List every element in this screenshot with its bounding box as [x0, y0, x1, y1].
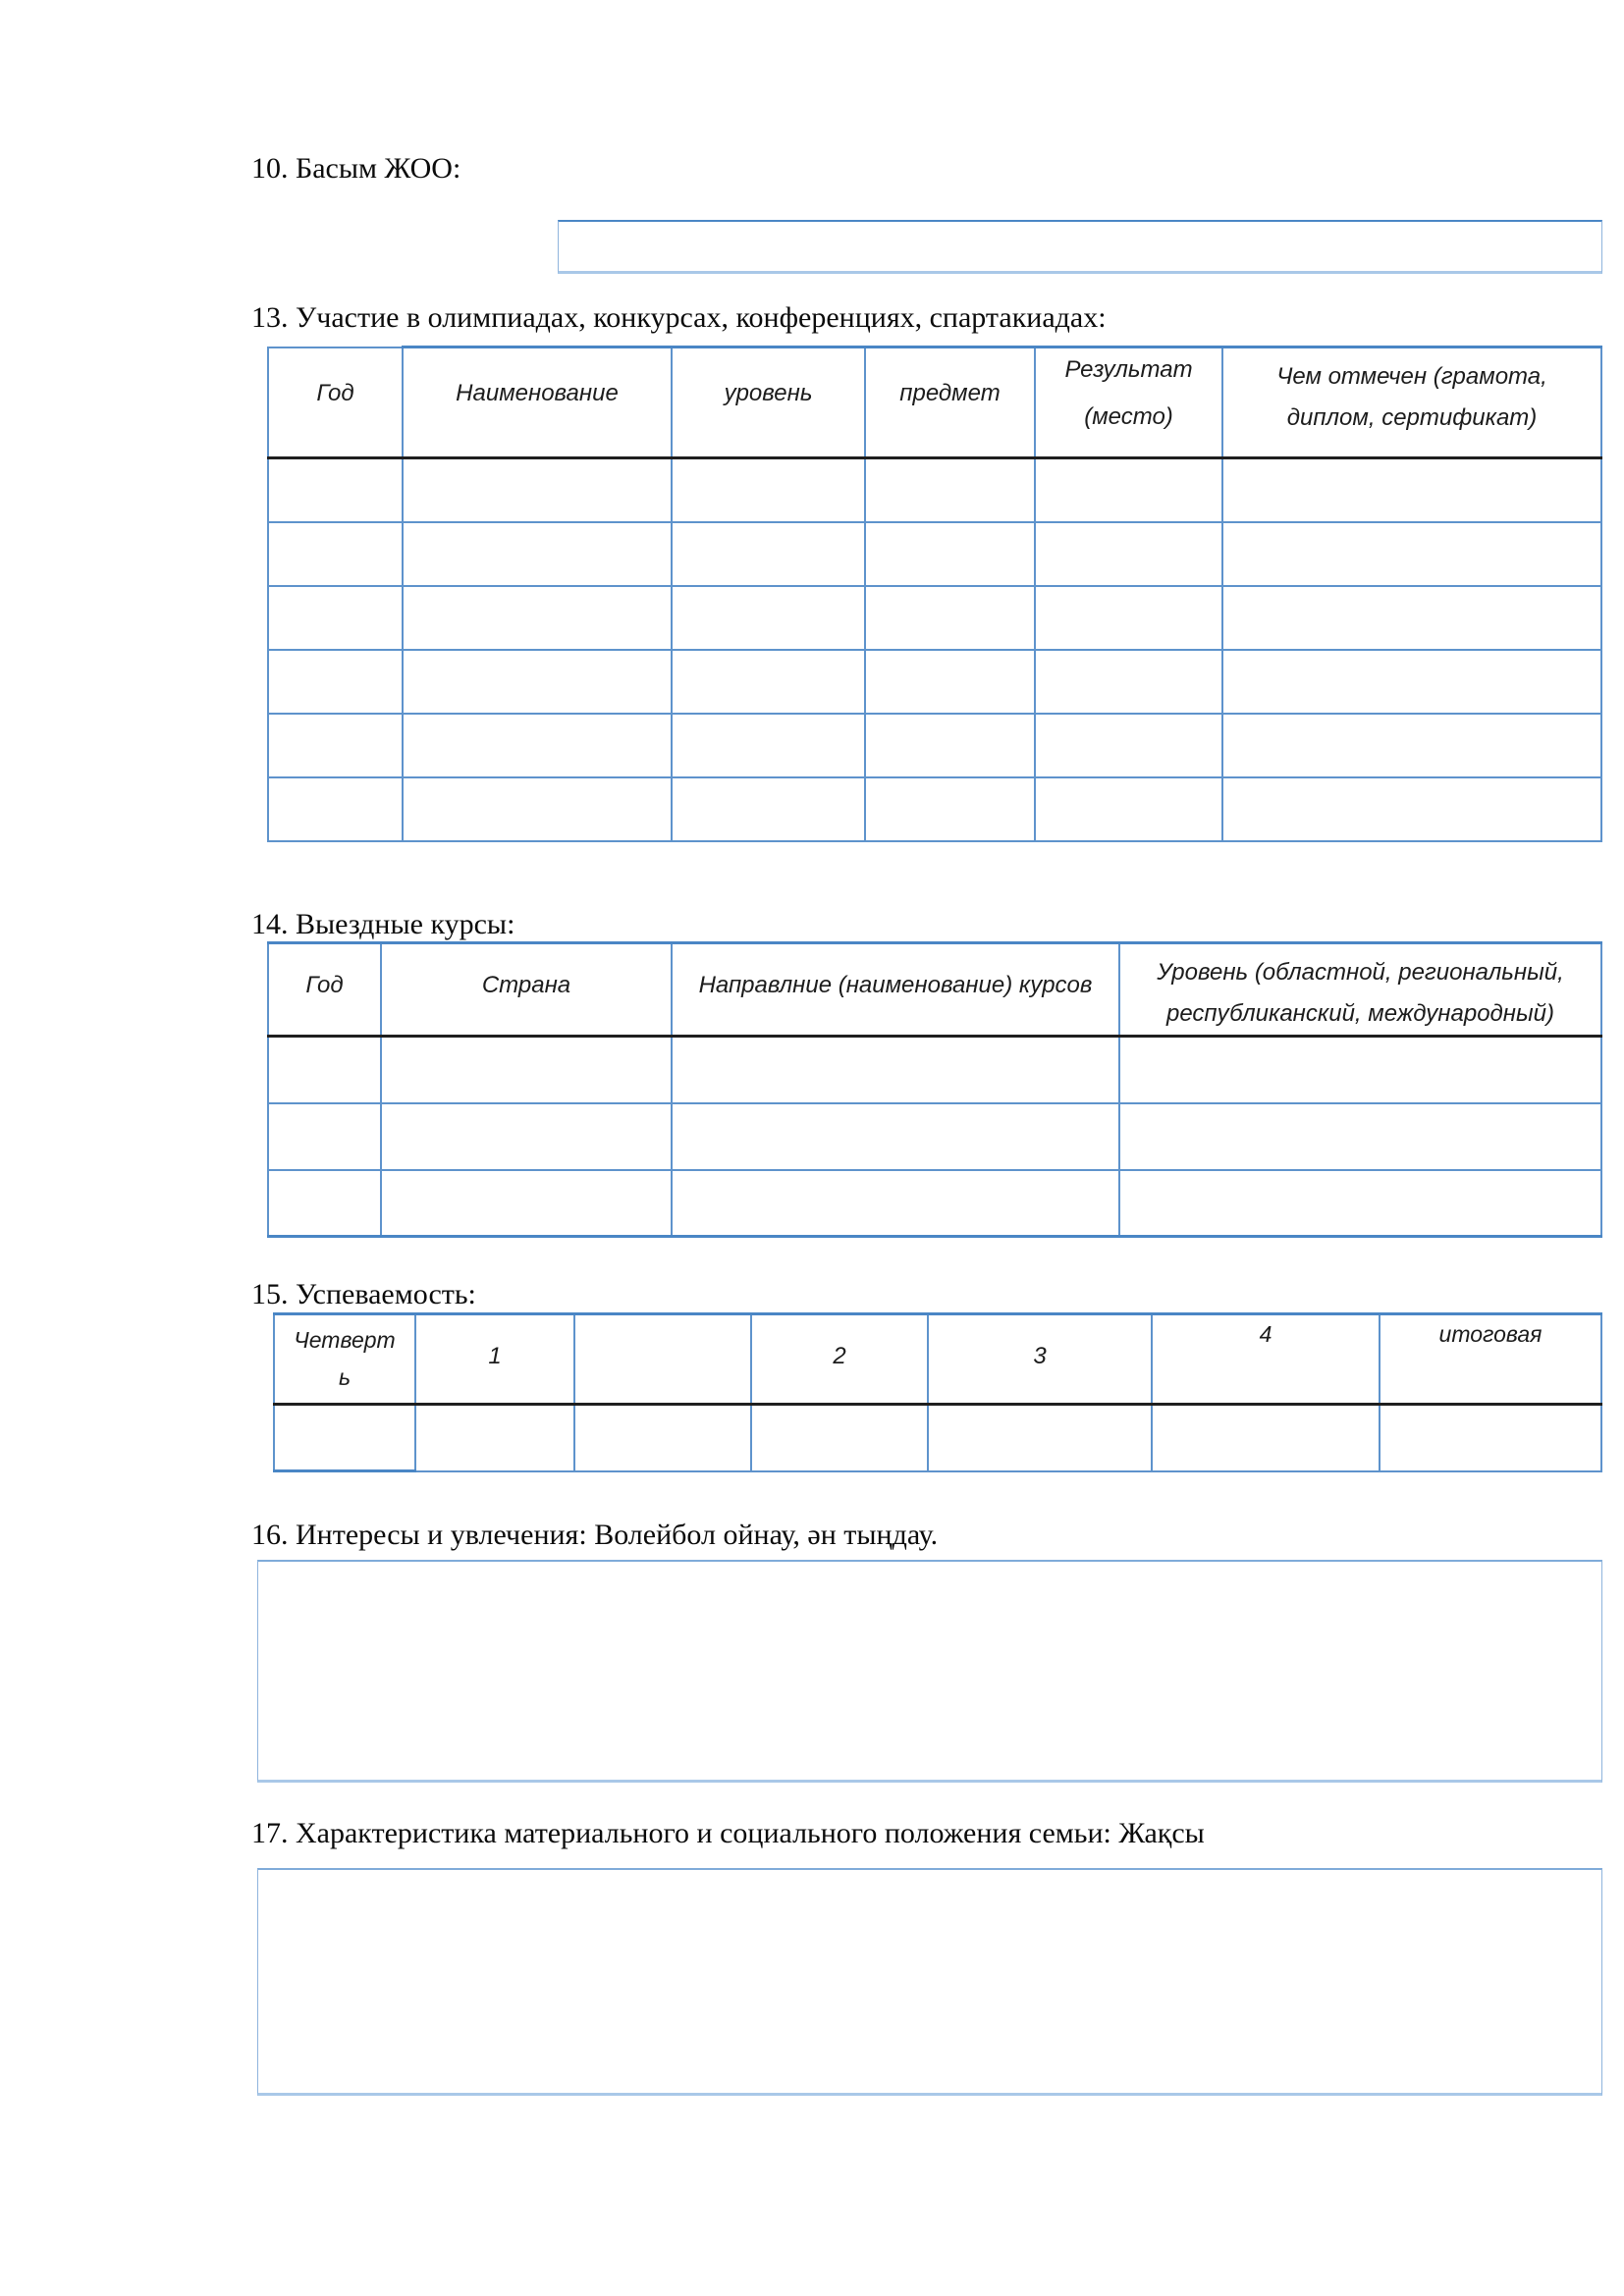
- grades-col-blank: [574, 1314, 751, 1405]
- grades-empty-row: [274, 1405, 1601, 1471]
- col-quarter-label-line1: Четверт: [294, 1327, 396, 1353]
- olympiads-table: [267, 346, 1602, 842]
- empty-cell[interactable]: [1035, 586, 1222, 650]
- olympiads-empty-row: [268, 714, 1601, 777]
- col-award-label-line1: Чем отмечен (грамота,: [1276, 363, 1547, 390]
- empty-cell[interactable]: [1035, 777, 1222, 841]
- item10-heading: 10. Басым ЖОО:: [251, 152, 461, 185]
- empty-cell[interactable]: [268, 586, 403, 650]
- empty-cell[interactable]: [1152, 1405, 1380, 1471]
- col-result-label-line2: (место): [1084, 403, 1173, 430]
- col-award-label-line2: диплом, сертификат): [1286, 404, 1538, 431]
- grades-col-final: [1380, 1314, 1601, 1405]
- empty-cell[interactable]: [1222, 714, 1601, 777]
- col-level-label-line1: Уровень (областной, региональный,: [1157, 959, 1564, 986]
- empty-cell[interactable]: [268, 458, 403, 522]
- item14-heading: 14. Выездные курсы:: [251, 908, 515, 940]
- olympiads-empty-row: [268, 522, 1601, 586]
- empty-cell[interactable]: [865, 586, 1035, 650]
- empty-cell[interactable]: [403, 458, 672, 522]
- empty-cell[interactable]: [672, 650, 865, 714]
- empty-cell[interactable]: [1035, 650, 1222, 714]
- empty-cell[interactable]: [1380, 1405, 1601, 1471]
- courses-col-direction: [672, 943, 1119, 1037]
- courses-empty-row: [268, 1037, 1601, 1103]
- col-quarter-label-line2: ь: [338, 1364, 352, 1390]
- col-q3-label: 3: [1033, 1343, 1047, 1369]
- empty-cell[interactable]: [381, 1103, 672, 1170]
- empty-cell[interactable]: [672, 1103, 1119, 1170]
- courses-col-year: [268, 943, 381, 1037]
- grades-col-q3: [928, 1314, 1152, 1405]
- col-direction-label: Направлние (наименование) курсов: [698, 972, 1093, 998]
- olympiads-col-subject: [865, 347, 1035, 458]
- empty-cell[interactable]: [672, 586, 865, 650]
- empty-cell[interactable]: [672, 714, 865, 777]
- empty-cell[interactable]: [1222, 586, 1601, 650]
- col-q2-label: 2: [833, 1343, 846, 1369]
- empty-cell[interactable]: [268, 522, 403, 586]
- olympiads-col-year: [268, 347, 403, 458]
- grades-col-quarter: [274, 1314, 415, 1405]
- empty-cell[interactable]: [672, 1170, 1119, 1237]
- empty-cell[interactable]: [268, 1170, 381, 1237]
- empty-cell[interactable]: [268, 650, 403, 714]
- empty-cell[interactable]: [1035, 714, 1222, 777]
- empty-cell[interactable]: [865, 458, 1035, 522]
- grades-col-q1: [415, 1314, 574, 1405]
- olympiads-empty-row: [268, 586, 1601, 650]
- empty-cell[interactable]: [403, 714, 672, 777]
- item16-notes-box[interactable]: [257, 1560, 1602, 1783]
- empty-cell[interactable]: [415, 1405, 574, 1471]
- col-result-label-line1: Результат: [1064, 356, 1193, 383]
- empty-cell[interactable]: [403, 777, 672, 841]
- empty-cell[interactable]: [672, 777, 865, 841]
- empty-cell[interactable]: [403, 586, 672, 650]
- empty-cell[interactable]: [1119, 1103, 1601, 1170]
- empty-cell[interactable]: [268, 1037, 381, 1103]
- olympiads-header-row: [268, 347, 1601, 458]
- empty-cell[interactable]: [1035, 458, 1222, 522]
- col-q1-label: 1: [488, 1343, 502, 1369]
- empty-cell[interactable]: [268, 714, 403, 777]
- col-level-label-line2: республиканский, международный): [1165, 1000, 1555, 1027]
- empty-cell[interactable]: [268, 1103, 381, 1170]
- col-final-label: итоговая: [1438, 1321, 1543, 1347]
- empty-cell[interactable]: [403, 650, 672, 714]
- courses-col-country: [381, 943, 672, 1037]
- courses-table: [267, 941, 1602, 1238]
- item15-heading: 15. Успеваемость:: [251, 1278, 476, 1310]
- item13-heading: 13. Участие в олимпиадах, конкурсах, конференциях, спартакиадах:: [251, 301, 1107, 334]
- col-year-label: Год: [305, 972, 344, 998]
- item17-notes-box[interactable]: [257, 1868, 1602, 2096]
- empty-cell[interactable]: [1222, 650, 1601, 714]
- olympiads-empty-row: [268, 650, 1601, 714]
- item16-heading: 16. Интересы и увлечения: Волейбол ойнау, ән тыңдау.: [251, 1519, 939, 1551]
- col-subject-label: предмет: [899, 380, 1001, 406]
- olympiads-empty-row: [268, 777, 1601, 841]
- col-year-label: Год: [316, 379, 354, 406]
- empty-cell[interactable]: [274, 1405, 415, 1471]
- grades-header-row: [274, 1314, 1601, 1405]
- empty-cell[interactable]: [865, 714, 1035, 777]
- empty-cell[interactable]: [928, 1405, 1152, 1471]
- empty-cell[interactable]: [1222, 458, 1601, 522]
- empty-cell[interactable]: [672, 522, 865, 586]
- item17-heading: 17. Характеристика материального и социального положения семьи: Жақсы: [251, 1817, 1205, 1849]
- empty-cell[interactable]: [1222, 522, 1601, 586]
- courses-header-row: [268, 943, 1601, 1037]
- empty-cell[interactable]: [381, 1170, 672, 1237]
- col-q4-label: 4: [1259, 1321, 1272, 1347]
- empty-cell[interactable]: [381, 1037, 672, 1103]
- empty-cell[interactable]: [672, 458, 865, 522]
- olympiads-empty-row: [268, 458, 1601, 522]
- empty-cell[interactable]: [751, 1405, 928, 1471]
- empty-cell[interactable]: [403, 522, 672, 586]
- col-country-label: Страна: [481, 972, 571, 998]
- empty-cell[interactable]: [1119, 1170, 1601, 1237]
- olympiads-col-level: [672, 347, 865, 458]
- item10-input-box[interactable]: [558, 220, 1602, 274]
- empty-cell[interactable]: [1222, 777, 1601, 841]
- grades-col-q4: [1152, 1314, 1380, 1405]
- grades-table: [273, 1312, 1602, 1472]
- empty-cell[interactable]: [574, 1405, 751, 1471]
- grades-col-q2: [751, 1314, 928, 1405]
- empty-cell[interactable]: [865, 777, 1035, 841]
- empty-cell[interactable]: [865, 650, 1035, 714]
- empty-cell[interactable]: [865, 522, 1035, 586]
- empty-cell[interactable]: [672, 1037, 1119, 1103]
- courses-empty-row: [268, 1170, 1601, 1237]
- col-level-label: уровень: [724, 380, 813, 406]
- col-name-label: Наименование: [456, 380, 619, 406]
- empty-cell[interactable]: [1119, 1037, 1601, 1103]
- empty-cell[interactable]: [1035, 522, 1222, 586]
- courses-col-level: [1119, 943, 1601, 1037]
- olympiads-col-result: [1035, 347, 1222, 458]
- empty-cell[interactable]: [268, 777, 403, 841]
- olympiads-col-award: [1222, 347, 1601, 458]
- olympiads-col-name: [403, 347, 672, 458]
- courses-empty-row: [268, 1103, 1601, 1170]
